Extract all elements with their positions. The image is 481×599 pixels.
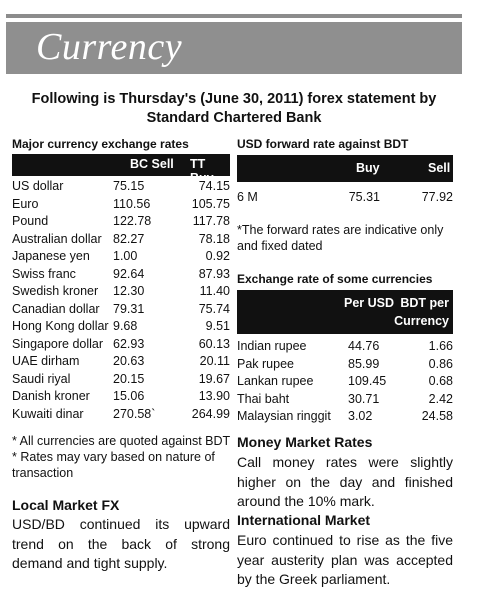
- bc-sell-value: 92.64: [113, 266, 145, 281]
- per-usd-header: Per USD: [344, 296, 395, 310]
- currency-name: Danish kroner: [12, 389, 90, 403]
- currency-name: Pound: [12, 214, 49, 228]
- bc-sell-value: 79.31: [113, 301, 145, 316]
- tt-buy-value: 75.74: [198, 301, 230, 316]
- tt-buy-value: 20.11: [199, 354, 230, 368]
- bc-sell-value: 82.27: [113, 231, 145, 246]
- currency-name: Saudi riyal: [12, 371, 71, 386]
- major-table-row: [12, 371, 230, 388]
- major-table-row: [12, 178, 230, 195]
- forward-buy-value: 75.31: [348, 190, 380, 204]
- international-market-title: International Market: [237, 512, 371, 528]
- forward-tenor: 6 M: [237, 190, 258, 204]
- tt-buy-value: 13.90: [198, 389, 230, 403]
- currency-name: Thai baht: [237, 391, 290, 406]
- currency-name: Euro: [12, 196, 39, 211]
- per-usd-value: 3.02: [348, 409, 373, 423]
- money-market-title: Money Market Rates: [237, 434, 373, 450]
- bc-sell-value: 1.00: [113, 249, 138, 263]
- some-table-title: Exchange rate of some currencies: [237, 272, 433, 286]
- currency-header: Currency: [394, 314, 449, 328]
- major-table-row: [12, 283, 230, 300]
- tt-buy-value: 0.92: [205, 249, 230, 263]
- some-table-header: [237, 290, 453, 334]
- bc-sell-value: 12.30: [113, 284, 145, 298]
- headline: Following is Thursday's (June 30, 2011) forex statement by Standard Chartered Bank: [31, 91, 437, 126]
- tt-buy-value: 19.67: [198, 371, 230, 386]
- bc-sell-header: BC Sell: [130, 157, 174, 171]
- major-table-header: [12, 154, 230, 185]
- bc-sell-value: 122.78: [113, 214, 152, 228]
- per-usd-value: 44.76: [348, 339, 380, 353]
- major-table-row: [12, 406, 230, 423]
- bc-sell-value: 9.68: [113, 319, 138, 333]
- currency-name: Hong Kong dollar: [12, 319, 109, 333]
- section-banner: [6, 22, 462, 74]
- forward-note: *The forward rates are indicative only and fixed dated: [237, 223, 444, 253]
- currency-name: Malaysian ringgit: [237, 409, 331, 423]
- bc-sell-value: 110.56: [113, 196, 151, 211]
- tt-buy-value: 60.13: [198, 336, 230, 351]
- bdt-per-currency-value: 0.68: [428, 374, 453, 388]
- tt-buy-header: TT Buy: [190, 157, 214, 185]
- tt-buy-value: 264.99: [191, 406, 230, 421]
- international-market-text: Euro continued to rise as the five year austerity plan was accepted by the Greek parliament.: [237, 532, 453, 587]
- banner-title: Currency: [36, 26, 183, 68]
- currency-name: Swiss franc: [12, 266, 76, 281]
- some-table-row: [237, 408, 453, 425]
- forward-buy-header: Buy: [356, 161, 380, 175]
- currency-name: Canadian dollar: [12, 301, 100, 316]
- some-table-row: [237, 356, 453, 373]
- bc-sell-value: 20.63: [113, 354, 145, 368]
- per-usd-value: 109.45: [348, 374, 387, 388]
- forward-table-title: USD forward rate against BDT: [237, 137, 409, 151]
- currency-name: Australian dollar: [12, 231, 102, 246]
- bc-sell-value: 20.15: [113, 371, 145, 386]
- tt-buy-value: 11.40: [199, 284, 230, 298]
- currency-name: Indian rupee: [237, 339, 307, 353]
- bdt-per-header: BDT per: [400, 296, 449, 310]
- currency-name: Japanese yen: [12, 249, 90, 263]
- some-table-row: [237, 391, 453, 408]
- bc-sell-value: 15.06: [113, 389, 145, 403]
- currency-name: Lankan rupee: [237, 374, 314, 388]
- per-usd-value: 30.71: [348, 391, 380, 406]
- major-table-row: [12, 196, 230, 213]
- bc-sell-value: 75.15: [113, 179, 145, 193]
- local-market-text: USD/BD continued its upward trend on the back of strong demand and tight supply.: [12, 516, 230, 571]
- bdt-per-currency-value: 24.58: [421, 409, 453, 423]
- bdt-per-currency-value: 2.42: [428, 391, 453, 406]
- major-table-title: Major currency exchange rates: [12, 137, 189, 151]
- tt-buy-value: 9.51: [205, 319, 230, 333]
- bc-sell-value: 62.93: [113, 336, 145, 351]
- major-table-row: [12, 353, 230, 370]
- tt-buy-value: 74.15: [198, 179, 230, 193]
- currency-name: Kuwaiti dinar: [12, 406, 84, 421]
- major-note-1: * All currencies are quoted against BDT: [12, 434, 231, 448]
- tt-buy-value: 87.93: [198, 266, 230, 281]
- per-usd-value: 85.99: [348, 356, 380, 371]
- forward-sell-header: Sell: [428, 161, 451, 175]
- bc-sell-value: 270.58`: [113, 406, 156, 421]
- money-market-text: Call money rates were slightly higher on the day and finished around the 10% mark.: [237, 454, 453, 509]
- major-table-row: [12, 231, 230, 248]
- bdt-per-currency-value: 0.86: [428, 356, 453, 371]
- tt-buy-value: 117.78: [192, 214, 230, 228]
- bdt-per-currency-value: 1.66: [428, 339, 453, 353]
- currency-name: US dollar: [12, 179, 64, 193]
- forward-table-header: [237, 155, 453, 182]
- top-rule: [6, 14, 462, 18]
- major-table-row: [12, 318, 230, 335]
- currency-name: Swedish kroner: [12, 284, 99, 298]
- forward-row: [237, 189, 453, 206]
- major-table-row: [12, 301, 230, 318]
- major-table-row: [12, 336, 230, 353]
- tt-buy-value: 105.75: [191, 196, 230, 211]
- some-table-row: [237, 373, 453, 390]
- major-table-row: [12, 213, 230, 230]
- local-market-title: Local Market FX: [12, 497, 120, 513]
- some-table-row: [237, 338, 453, 355]
- major-table-row: [12, 266, 230, 283]
- major-table-row: [12, 248, 230, 265]
- currency-name: Singapore dollar: [12, 336, 104, 351]
- major-table-row: [12, 388, 230, 405]
- currency-name: UAE dirham: [12, 354, 80, 368]
- currency-name: Pak rupee: [237, 356, 294, 371]
- forward-sell-value: 77.92: [421, 190, 453, 204]
- major-note-2: * Rates may vary based on nature of transaction: [12, 450, 215, 480]
- tt-buy-value: 78.18: [198, 231, 230, 246]
